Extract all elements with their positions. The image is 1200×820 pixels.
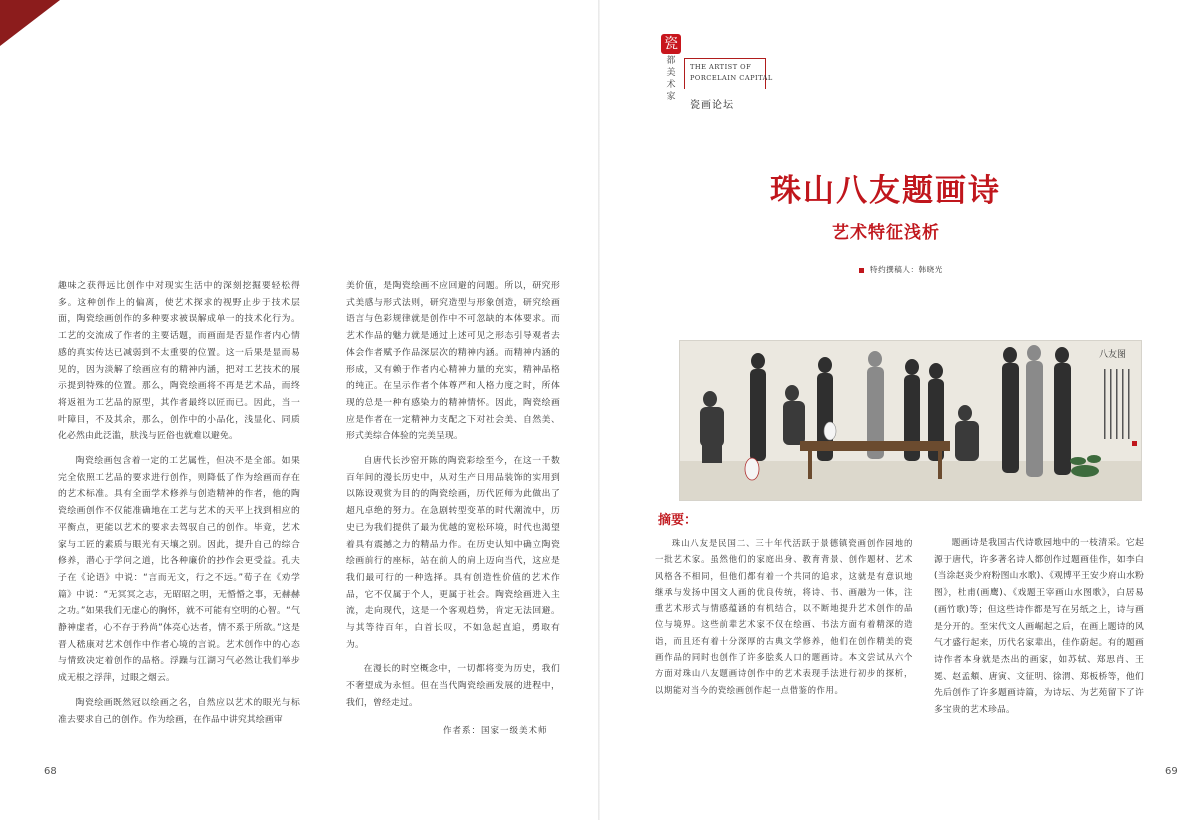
seal-logo: 瓷 (661, 34, 681, 54)
corner-decoration (0, 0, 60, 46)
abstract-column (655, 535, 913, 706)
paragraph: 趣味之获得远比创作中对现实生活中的深刻挖掘要轻松得多。这种创作上的偏离，使艺术探求的视野止步于技术层面，陶瓷绘画创作的多种要求被误解成单一的技术化行为。工艺的交流成了作者的主要话题，而画面是否显作者内心情感的真实传达已减弱到不太重要的位置。这一后果是显而易见的，因为淡解了绘画应有的精神内涵，把对工艺技术的展示提到特殊的位置。那么，陶瓷绘画将不再是艺术品，而终将返祖为工艺品的原型，其作者最终以匠而已。因此，当一叶障目，不及其余，那么，创作中的小品化，浅显化、同质化必然由此泛滥，肤浅与匠俗也就难以避免。 (58, 281, 300, 442)
author-byline: 作者系：国家一级美术师 (443, 726, 548, 736)
abstract-paragraph: 珠山八友是民国二、三十年代活跃于景德镇瓷画创作园地的一批艺术家。虽然他们的家庭出身、教育背景、创作题材、艺术风格各不相同，但他们都有着一个共同的追求，这就是有意识地继承与发扬中国文人画的优良传统，将诗、书、画融为一体，注重艺术形式与情感蕴涵的有机结合，以不断地提升艺术创作的品位与境界。这些前辈艺术家不仅在绘画、书法方面有着精深的造诣，而且还有着十分深厚的古典文学修养，他们在创作精美的瓷画作品的同时也创作了许多脍炙人口的题画诗。本文尝试从六个方面对珠山八友题画诗创作中的艺术表现手法进行初步的探析，以期能对当今的瓷绘画创作起一点借鉴的作用。 (655, 538, 913, 695)
brand-vertical-text: 都美术家 (666, 56, 676, 102)
section-label: 瓷画论坛 (690, 100, 734, 111)
left-column-2 (346, 278, 560, 720)
brand-english-line: PORCELAIN CAPITAL (690, 74, 773, 82)
painting-inscription: 八友图 (1099, 350, 1127, 360)
paragraph: 自唐代长沙窑开陈的陶瓷彩绘至今，在这一千数百年间的漫长历史中，从对生产日用品装饰的实用到以陈设观赏为目的的陶瓷绘画，历代匠师为此做出了超凡卓绝的努力。在急剧转型变革的时代潮流中，历史已为我们提供了最为优越的宽松环境，时代也渴望着具有震撼之力的精品力作。在历史认知中确立陶瓷绘画前行的座标，站在前人的肩上迈向当代，这应是我们最可行的一种选择。具有创造性价值的艺术作品，它不仅属于个人，更属于社会。陶瓷绘画进入主流，走向现代，这是一个客观趋势，肯定无法回避。与其等待百年，白首长叹，不如急起直追，勇取有为。 (346, 456, 560, 650)
page-number: 68 (44, 766, 57, 777)
square-bullet-icon (859, 268, 864, 273)
paragraph: 陶瓷绘画包含着一定的工艺属性，但决不是全部。如果完全依照工艺品的要求进行创作，则降低了作为绘画而存在的艺术标准。具有全面学术修养与创造精神的作者，他的陶瓷绘画创作不仅能准确地在工艺与艺术的天平上找到相应的平衡点，更能以艺术的要求去驾驭自己的创作。毕竟，艺术家与工匠的素质与眼光有天壤之别。因此，提升自己的综合修养，潜心于学问之道，比各种廉价的抄作会更受益。孔夫子在《论语》中说：“言而无文，行之不远。”荀子在《劝学篇》中说：“无冥冥之志，无昭昭之明，无惛惛之事，无赫赫之功。”如果我们无虚心的胸怀，就不可能有空明的心智。“气静神虚者，心不存于矜尚”体亮心达者，情不系于所欲。”这是晋人嵇康对艺术创作中作者心境的言说。艺术创作中的心态与情致决定着创作的品格。浮躁与江湖习气必然让我们举步成无根之浮萍，过眼之烟云。 (58, 456, 300, 684)
right-column-2 (934, 535, 1144, 727)
paragraph: 美价值，是陶瓷绘画不应回避的问题。所以，研究形式美感与形式法则，研究造型与形象创造，研究绘画语言与色彩规律就是创作中不可忽缺的本体要求。而艺术作品的魅力就是通过上述可见之形态引导观者去体会作者赋予作品深层次的精神内涵。而精神内涵的形成，又有赖于作者内心精神力量的充实，精神品格的纯正。在呈示作者个体尊严和人格力度之时，所体现的总是一种有感染力的精神情怀。因此，陶瓷绘画应是作者在一定精神力支配之下对社会美、自然美、形式美综合体验的完美呈现。 (346, 281, 560, 442)
left-column-1 (58, 278, 300, 736)
group-portrait-painting (679, 340, 1142, 501)
painting-illustration (680, 341, 1141, 500)
brand-english (690, 62, 773, 84)
article-title: 珠山八友题画诗 (770, 173, 1001, 209)
paragraph: 题画诗是我国古代诗歌园地中的一枝清采。它起源于唐代，许多著名诗人都创作过题画佳作，如李白(当涂赵炎少府粉图山水歌)、《观博平王安少府山水粉图》，杜甫(画鹰)、《戏题王宰画山水图歌》，白居易(画竹歌)等；但这些诗作都是写在另纸之上，诗与画是分开的。至宋代文人画崛起之后，在画上题诗的风气才盛行起来，历代名家辈出，佳作蔚起。有的题画诗作者本身就是杰出的画家，如苏轼、郑思肖、王冕、赵孟頫、唐寅、文征明、徐渭、郑板桥等，他们先后创作了许多题画诗篇，为诗坛、为艺苑留下了许多宝贵的艺术珍品。 (934, 538, 1144, 716)
article-subtitle: 艺术特征浅析 (832, 223, 940, 243)
paragraph: 在漫长的时空概念中，一切都将变为历史，我们不奢望成为永恒。但在当代陶瓷绘画发展的进程中，我们，曾经走过。 (346, 664, 560, 708)
paragraph: 陶瓷绘画既然冠以绘画之名，自然应以艺术的眼光与标准去要求自己的创作。作为绘画，在作品中讲究其绘画审 (58, 697, 300, 725)
special-writer-text: 特约撰稿人：韩晓光 (870, 265, 943, 274)
brand-english-line: THE ARTIST OF (690, 63, 752, 71)
abstract-label: 摘要： (658, 513, 698, 528)
special-writer (859, 264, 943, 275)
page-number: 69 (1165, 766, 1178, 777)
